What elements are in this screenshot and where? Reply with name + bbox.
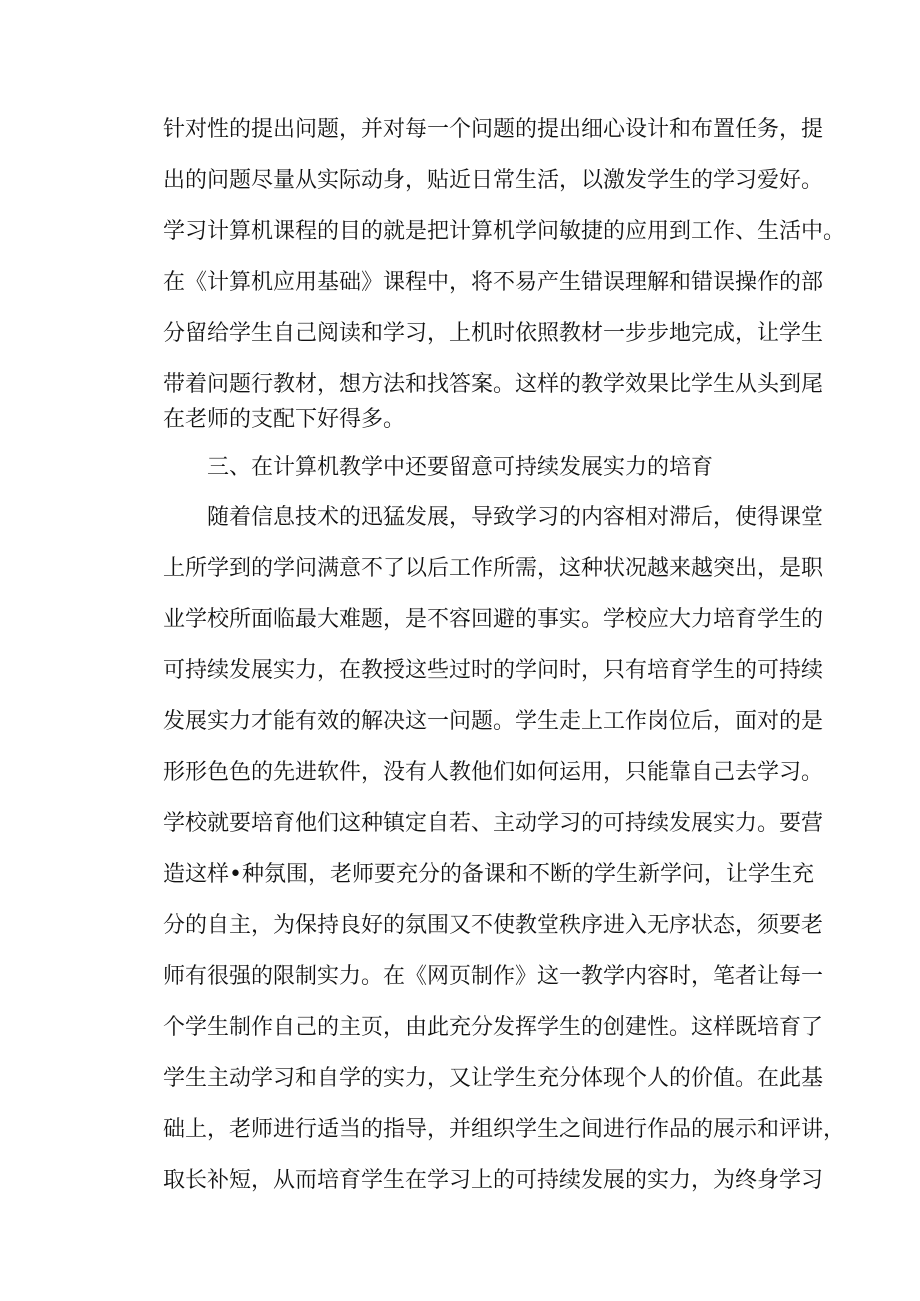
text-line: 在老师的支配下好得多。 [163, 407, 406, 432]
text-line: 业学校所面临最大难题，是不容回避的事实。学校应大力培育学生的 [163, 607, 824, 632]
text-line: 取长补短，从而培育学生在学习上的可持续发展的实力，为终身学习 [163, 1168, 824, 1193]
text-line: 分的自主，为保持良好的氛围又不使教堂秩序进入无序状态，须要老 [163, 913, 824, 938]
text-line: 础上，老师进行适当的指导，并组织学生之间进行作品的展示和评讲， [163, 1117, 846, 1142]
text-line: 随着信息技术的迅猛发展，导致学习的内容相对滞后，使得课堂 [207, 505, 824, 530]
text-line: 针对性的提出问题，并对每一个问题的提出细心设计和布置任务，提 [163, 117, 824, 142]
text-line: 形形色色的先进软件，没有人教他们如何运用，只能靠自己去学习。 [163, 760, 824, 785]
text-line: 学校就要培育他们这种镇定自若、主动学习的可持续发展实力。要营 [163, 811, 824, 836]
text-line: 上所学到的学问满意不了以后工作所需，这种状况越来越突出，是职 [163, 556, 824, 581]
text-line: 带着问题行教材，想方法和找答案。这样的教学效果比学生从头到尾 [163, 372, 824, 397]
text-line: 造这样•种氛围，老师要充分的备课和不断的学生新学问，让学生充 [163, 862, 814, 887]
text-line: 个学生制作自己的主页，由此充分发挥学生的创建性。这样既培育了 [163, 1015, 824, 1040]
text-line: 学生主动学习和自学的实力，又让学生充分体现个人的价值。在此基 [163, 1066, 824, 1091]
text-line: 可持续发展实力，在教授这些过时的学问时，只有培育学生的可持续 [163, 658, 824, 683]
text-line: 发展实力才能有效的解决这一问题。学生走上工作岗位后，面对的是 [163, 709, 824, 734]
text-line: 师有很强的限制实力。在《网页制作》这一教学内容时，笔者让每一 [163, 964, 824, 989]
text-line: 出的问题尽量从实际动身，贴近日常生活，以激发学生的学习爱好。 [163, 168, 824, 193]
section-heading: 三、在计算机教学中还要留意可持续发展实力的培育 [207, 455, 714, 480]
text-line: 在《计算机应用基础》课程中，将不易产生错误理解和错误操作的部 [163, 270, 824, 295]
text-line: 学习计算机课程的目的就是把计算机学问敏捷的应用到工作、生活中。 [163, 219, 846, 244]
text-line: 分留给学生自己阅读和学习，上机时依照教材一步步地完成，让学生 [163, 321, 824, 346]
